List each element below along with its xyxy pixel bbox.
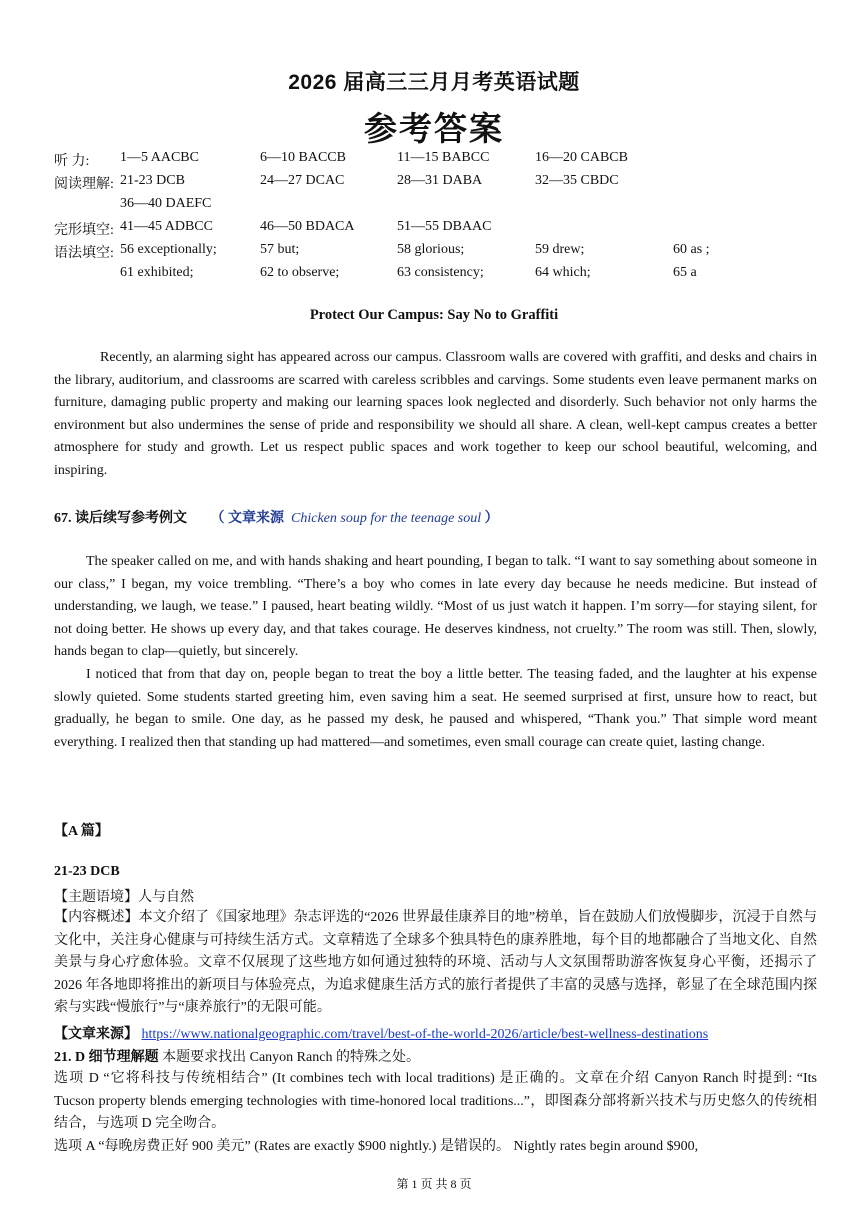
answer-cell: 1—5 AACBC: [120, 150, 199, 165]
answer-cell: 16—20 CABCB: [535, 150, 628, 165]
answer-cell: 24—27 DCAC: [260, 173, 345, 188]
page-footer: 第 1 页 共 8 页: [396, 1177, 472, 1191]
writing-title: Protect Our Campus: Say No to Graffiti: [309, 307, 559, 323]
source-label: （ 文章来源: [210, 511, 284, 526]
answer-cell: 65 a: [673, 265, 697, 280]
answer-cell: 46—50 BDACA: [260, 219, 355, 234]
answer-row-label: 阅读理解:: [54, 177, 114, 192]
section-a-heading: 【A 篇】: [54, 824, 109, 839]
answer-cell: 32—35 CBDC: [535, 173, 619, 188]
continuation-heading: 67. 读后续写参考例文: [54, 511, 187, 526]
continuation-para-2: I noticed that from that day on, people began to treat the boy a little better. The teasing faded, and the laughter at his expense slowly quieted. Some students started greeting him, even saving him a seat. He seemed surprised at first, unsure how to react, but gradually, he began to smile. One day, as he passed my desk, he paused and whispered, “Thank you.” That simple word meant everything. I realized then that standing up had mattered—and sometimes, even small courage can create quiet, lasting change.: [54, 667, 817, 750]
q21-explanation: 选项 D “它将科技与传统相结合” (It combines tech with local traditions) 是正确的。文章在介绍 Canyon Ranch 时提到: “Its Tucson property blends emerging technologies with time-honored local traditions...”，即图森分部将新兴技术与历史悠久的传统相结合，与选项 D 完全吻合。: [54, 1071, 817, 1132]
section-a-source: [54, 1023, 708, 1043]
answer-cell: 63 consistency;: [397, 265, 484, 280]
answer-cell: 51—55 DBAAC: [397, 219, 492, 234]
exam-title: 2026 届高三三月月考英语试题: [288, 71, 580, 94]
q21-heading-line: [54, 1046, 420, 1066]
answer-cell: 59 drew;: [535, 242, 585, 257]
source-close: ）: [484, 511, 499, 526]
answer-cell: 57 but;: [260, 242, 300, 257]
continuation-heading-line: [54, 507, 499, 527]
q21-title: 21. D 细节理解题: [54, 1050, 159, 1065]
section-a-theme: 【主题语境】人与自然: [54, 890, 194, 905]
answer-row-label: 听 力:: [54, 154, 90, 169]
continuation-para-1: The speaker called on me, and with hands shaking and heart pounding, I began to talk. “I want to say something about someone in our class,” I began, my voice trembling. “There’s a boy who comes in late every day because he needs medicine. But instead of understanding, we laugh, we tease.” I paused, heart beating wildly. “Most of us just watch it happen. I’m sorry—for staying silent, for not doing better. He shows up every day, and that takes courage. He deserves kindness, not cruelty.” The room was still. Then, slowly, hands began to clap—quietly, but sincerely.: [54, 554, 817, 660]
section-a-answers: 21-23 DCB: [54, 864, 120, 879]
answer-cell: 58 glorious;: [397, 242, 465, 257]
source-link[interactable]: https://www.nationalgeographic.com/travel/best-of-the-world-2026/article/best-wellness-destinations: [141, 1027, 709, 1042]
answer-cell: 62 to observe;: [260, 265, 340, 280]
section-a-summary: 【内容概述】本文介绍了《国家地理》杂志评选的“2026 世界最佳康养目的地”榜单，旨在鼓励人们放慢脚步，沉浸于自然与文化中，关注身心健康与可持续生活方式。文章精选了全球多个独具特色的康养胜地，每个目的地都融合了当地文化、自然美景与身心疗愈体验。文章不仅展现了这些地方如何通过独特的环境、活动与人文氛围帮助游客恢复身心平衡，还揭示了 2026 年各地即将推出的新项目与体验亮点，为追求健康生活方式的旅行者提供了丰富的灵感与选择，彰显了在全球范围内探索与实践“慢旅行”与“康养旅行”的无限可能。: [54, 910, 817, 1016]
q21-option-a: 选项 A “每晚房费正好 900 美元” (Rates are exactly $900 nightly.) 是错误的。 Nightly rates begin around $900,: [54, 1139, 699, 1154]
writing-body: Recently, an alarming sight has appeared across our campus. Classroom walls are covered with graffiti, and desks and chairs in the library, auditorium, and classrooms are scarred with careless scribbles and carvings. Some students even leave permanent marks on furniture, damaging public property and making our learning spaces look neglected and disorderly. Such behavior not only harms the environment but also undermines the sense of pride and responsibility we should all share. A clean, well-kept campus creates a better atmosphere for study and growth. Let us respect public spaces and work together to keep our school beautiful, welcoming, and inspiring.: [54, 350, 817, 478]
answer-cell: 6—10 BACCB: [260, 150, 346, 165]
continuation-source: [211, 511, 499, 526]
answer-row-label: 语法填空:: [54, 246, 114, 261]
source-label: 【文章来源】: [54, 1027, 138, 1042]
answer-cell: 36—40 DAEFC: [120, 196, 212, 211]
answer-row-label: 完形填空:: [54, 223, 114, 238]
answer-cell: 41—45 ADBCC: [120, 219, 213, 234]
q21-intro: 本题要求找出 Canyon Ranch 的特殊之处。: [162, 1050, 420, 1065]
answer-cell: 11—15 BABCC: [397, 150, 490, 165]
answer-cell: 28—31 DABA: [397, 173, 483, 188]
answer-cell: 56 exceptionally;: [120, 242, 217, 257]
answer-cell: 61 exhibited;: [120, 265, 194, 280]
source-title: Chicken soup for the teenage soul: [291, 511, 482, 526]
answer-key-title: 参考答案: [364, 112, 504, 148]
answer-cell: 60 as ;: [673, 242, 710, 257]
answer-cell: 64 which;: [535, 265, 591, 280]
answer-cell: 21-23 DCB: [120, 173, 185, 188]
